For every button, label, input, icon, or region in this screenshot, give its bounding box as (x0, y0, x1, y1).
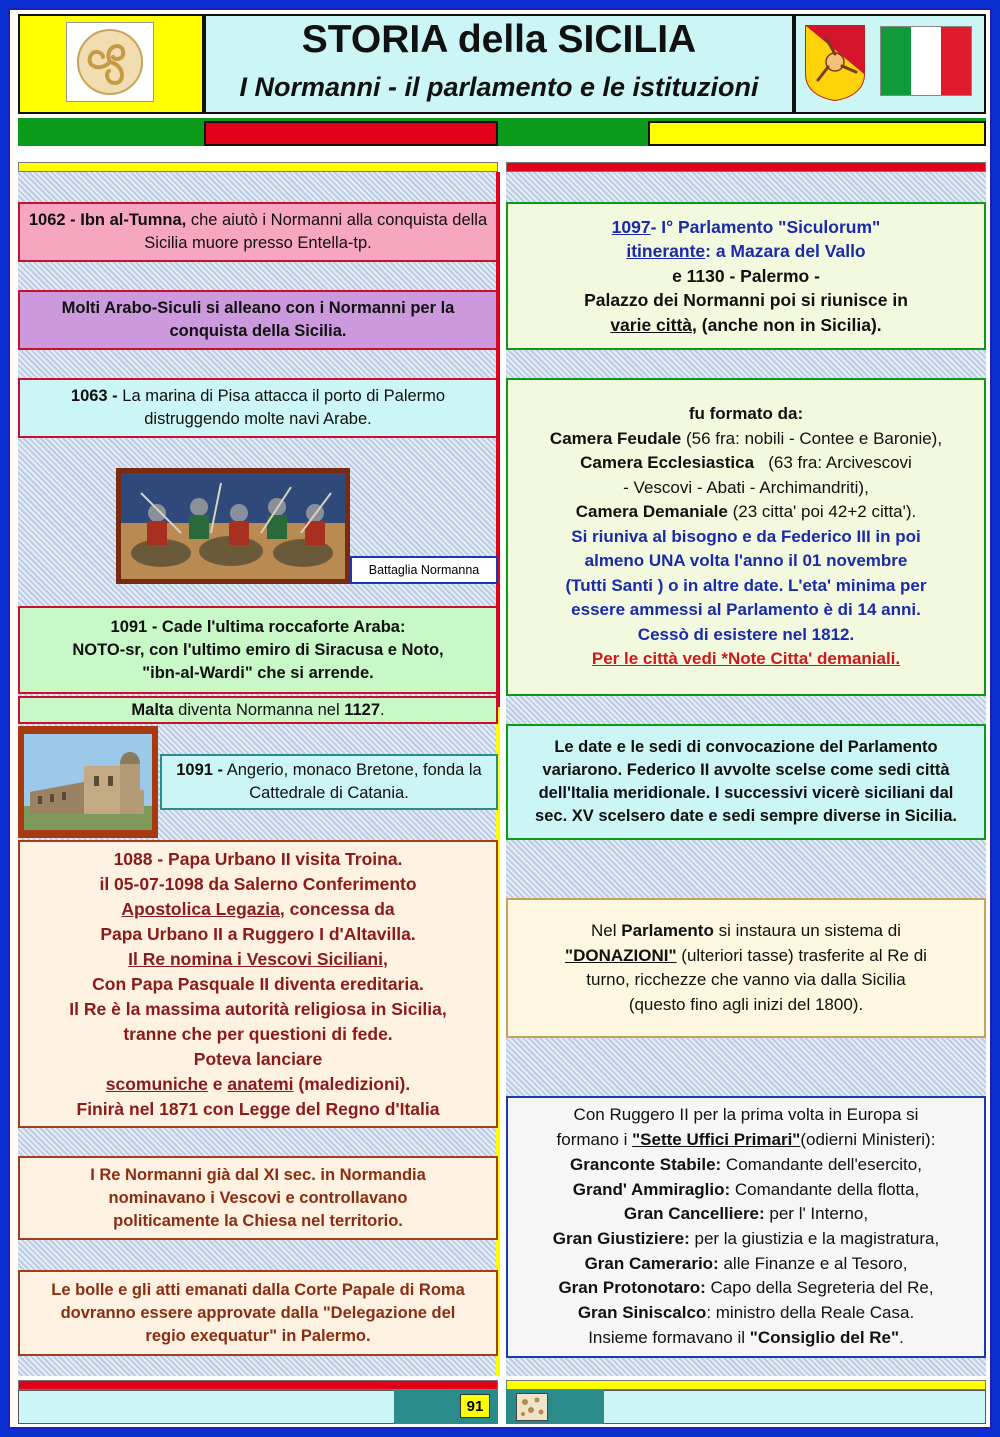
battle-caption-text: Battaglia Normanna (368, 563, 480, 577)
ufficio-item (578, 1301, 914, 1326)
consiglio-del-re: "Consiglio del Re" (749, 1327, 900, 1347)
cathedral-box (160, 754, 498, 810)
donazioni-e: (questo fino agli inizi del 1800). (628, 994, 864, 1014)
footer-thumbnail-icon[interactable] (516, 1393, 548, 1421)
ufficio-item (585, 1252, 908, 1277)
cathedral-text: Angerio, monaco Bretone, fonda la Cattedrale di Catania. (223, 761, 482, 802)
urbano-line-4: Papa Urbano II a Ruggero I d'Altavilla. (100, 923, 416, 944)
ufficio-title: Grand' Ammiraglio: (572, 1179, 731, 1199)
fortress-box (18, 606, 498, 694)
left-column-top-bar (18, 162, 498, 172)
parlamento-year: 1097 (611, 216, 651, 237)
malta-text: diventa Normanna nel (173, 700, 345, 719)
page-number: 91 (466, 1397, 484, 1415)
parlamento-itinerante: itinerante (626, 241, 706, 262)
ufficio-title: Gran Camerario: (584, 1253, 719, 1273)
ufficio-title: Gran Siniscalco (577, 1303, 707, 1323)
camere-riunione-3: (Tutti Santi ) o in altre date. L'eta' minima per (565, 575, 927, 595)
re-normanni-text: I Re Normanni già dal XI sec. in Normandia nominavano i Vescovi e controllavano politicamente la Chiesa nel territorio. (90, 1165, 426, 1230)
parlamento-line-1: - I° Parlamento "Siculorum" (650, 216, 881, 237)
ufficio-item (573, 1178, 919, 1203)
arabo-siculi-box (18, 290, 498, 350)
bolle-text: Le bolle e gli atti emanati dalla Corte Papale di Roma dovranno essere approvate dalla "Delegazione del regio exequatur" in Palermo. (51, 1280, 465, 1345)
arabo-siculi-text: Molti Arabo-Siculi si alleano con i Normanni per la conquista della Sicilia. (61, 299, 455, 340)
ufficio-item (624, 1202, 868, 1227)
footer-left-bar (18, 1380, 498, 1390)
camere-fine: Cessò di esistere nel 1812. (637, 624, 855, 644)
camere-riunione-4: essere ammessi al Parlamento è di 14 anni. (571, 600, 921, 620)
pisa-year: 1063 - (70, 387, 118, 405)
ibn-tumna-year: 1062 - Ibn al-Tumna, (28, 211, 187, 229)
malta-box (18, 696, 498, 724)
date-sedi-text: Le date e le sedi di convocazione del Parlamento variarono. Federico II avvolte scelse come sedi città dell'Italia meridionale. I successivi vicerè siciliani dal sec. XV scelsero date e sedi sempre diverse in Sicilia. (535, 738, 957, 825)
urbano-line-10-end: (maledizioni). (293, 1073, 411, 1094)
cathedral-image (18, 726, 158, 838)
urbano-line-5: Il Re nomina i Vescovi Siciliani, (128, 948, 388, 969)
parlamento-line-end: , (anche non in Sicilia). (692, 314, 882, 335)
parlamento-mazara: : a Mazara del Vallo (705, 241, 866, 262)
ufficio-item (553, 1227, 939, 1252)
consiglio-end: . (899, 1327, 904, 1347)
urbano-line-2: il 05-07-1098 da Salerno Conferimento (99, 873, 417, 894)
camera-ecclesiastica-desc: (63 fra: Arcivescovi (754, 453, 912, 473)
camera-feudale: Camera Feudale (549, 428, 682, 448)
malta-year: 1127 (344, 700, 380, 719)
ufficio-title: Granconte Stabile: (570, 1154, 722, 1174)
donazioni-box (506, 898, 986, 1038)
donazioni-b: si instaura un sistema di (713, 921, 901, 940)
battle-image (116, 468, 350, 584)
re-normanni-box (18, 1156, 498, 1240)
donazioni-term: "DONAZIONI" (565, 945, 677, 965)
urbano-line-1: 1088 - Papa Urbano II visita Troina. (113, 848, 403, 869)
uffici-intro-2a: formano i (556, 1130, 633, 1150)
camere-box (506, 378, 986, 696)
ufficio-desc: per la giustizia e la magistratura, (689, 1229, 940, 1248)
urbano-conj: e (207, 1073, 228, 1094)
camere-intro: fu formato da: (688, 404, 804, 424)
camera-ecclesiastica-desc-2: - Vescovi - Abati - Archimandriti), (623, 477, 869, 497)
parlamento-box (506, 202, 986, 350)
urbano-line-8: tranne che per questioni di fede. (123, 1023, 393, 1044)
italy-flag (880, 26, 972, 96)
anatemi: anatemi (227, 1073, 294, 1094)
uffici-intro-2c: (odierni Ministeri): (800, 1130, 936, 1150)
malta-end: . (380, 700, 385, 719)
camera-ecclesiastica: Camera Ecclesiastica (580, 453, 755, 473)
sicily-flag (804, 24, 866, 102)
pisa-text: La marina di Pisa attacca il porto di Palermo distruggendo molte navi Arabe. (117, 387, 446, 428)
malta-name: Malta (131, 700, 174, 719)
triskelion-logo (66, 22, 154, 102)
ufficio-desc: Capo della Segreteria del Re, (705, 1278, 934, 1298)
consiglio-intro: Insieme formavano il (588, 1327, 750, 1347)
ufficio-title: Gran Cancelliere: (623, 1204, 765, 1224)
header-stripe-red (204, 121, 498, 146)
donazioni-d: turno, ricchezze che vanno via dalla Sicilia (586, 970, 906, 989)
donazioni-c: (ulteriori tasse) trasferite al Re di (676, 945, 927, 965)
battle-caption (350, 556, 498, 584)
urbano-line-6: Con Papa Pasquale II diventa ereditaria. (92, 973, 424, 994)
ufficio-desc: : ministro della Reale Casa. (706, 1303, 915, 1323)
footer-right-bar (506, 1380, 986, 1390)
ibn-tumna-box (18, 202, 498, 262)
ufficio-desc: alle Finanze e al Tesoro, (718, 1253, 908, 1273)
apostolica-legazia: Apostolica Legazia, (121, 898, 285, 919)
ufficio-title: Gran Protonotaro: (558, 1278, 706, 1298)
urbano-box (18, 840, 498, 1128)
camere-riunione-2: almeno UNA volta l'anno il 01 novembre (584, 551, 908, 571)
camera-demaniale: Camera Demaniale (575, 502, 728, 522)
parlamento-palazzo: Palazzo dei Normanni poi si riunisce in (584, 290, 908, 311)
ufficio-desc: per l' Interno, (764, 1204, 869, 1224)
camera-feudale-desc: (56 fra: nobili - Contee e Baronie), (681, 428, 943, 448)
ibn-tumna-text: che aiutò i Normanni alla conquista della Sicilia muore presso Entella-tp. (144, 211, 488, 252)
fortress-line-3: "ibn-al-Wardi" che si arrende. (142, 663, 374, 682)
right-column-top-bar (506, 162, 986, 172)
fortress-line-2: NOTO-sr, con l'ultimo emiro di Siracusa e Noto, (72, 640, 444, 659)
page-title: STORIA della SICILIA (301, 18, 697, 61)
note-citta-demaniali-link[interactable]: Per le città vedi *Note Citta' demaniali. (591, 649, 901, 669)
cathedral-year: 1091 - (176, 761, 224, 779)
header-stripe-yellow (648, 121, 986, 146)
ufficio-desc: Comandante della flotta, (730, 1179, 920, 1199)
date-sedi-box (506, 724, 986, 840)
pisa-box (18, 378, 498, 438)
camera-demaniale-desc: (23 citta' poi 42+2 citta'). (727, 502, 917, 522)
scomuniche: scomuniche (105, 1073, 208, 1094)
urbano-line-3-end: concessa da (284, 898, 395, 919)
urbano-line-9: Poteva lanciare (193, 1048, 323, 1069)
donazioni-parlamento: Parlamento (621, 921, 714, 940)
sette-uffici-primari: "Sette Uffici Primari" (632, 1130, 801, 1150)
ufficio-item (570, 1153, 922, 1178)
uffici-box (506, 1096, 986, 1358)
ufficio-item (558, 1276, 933, 1301)
page-subtitle: I Normanni - il parlamento e le istituzioni (239, 72, 759, 102)
uffici-intro-1: Con Ruggero II per la prima volta in Europa si (573, 1105, 919, 1125)
camere-riunione-1: Si riuniva al bisogno e da Federico III in poi (571, 526, 921, 546)
page-number-badge (460, 1394, 490, 1418)
fortress-line-1: 1091 - Cade l'ultima roccaforte Araba: (110, 617, 406, 636)
ufficio-desc: Comandante dell'esercito, (721, 1154, 922, 1174)
bolle-box (18, 1270, 498, 1356)
urbano-line-11: Finirà nel 1871 con Legge del Regno d'Italia (76, 1098, 440, 1119)
urbano-line-7: Il Re è la massima autorità religiosa in Sicilia, (69, 998, 447, 1019)
donazioni-a: Nel (591, 921, 622, 940)
parlamento-palermo: e 1130 - Palermo - (672, 265, 820, 286)
parlamento-varie-citta: varie città (610, 314, 693, 335)
ufficio-title: Gran Giustiziere: (552, 1229, 690, 1248)
